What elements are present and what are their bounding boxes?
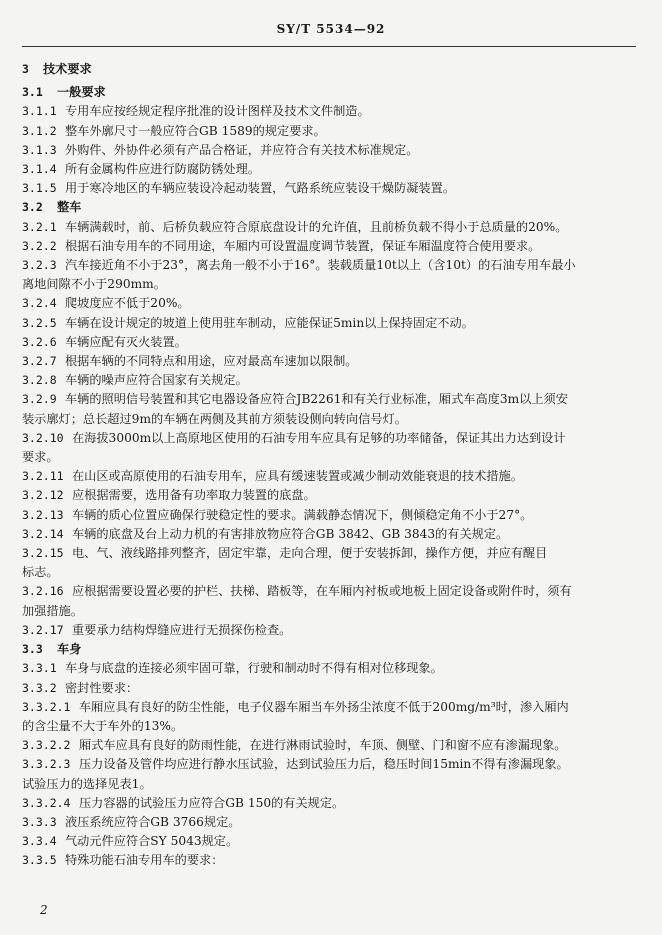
clause-number: 3.2.7 xyxy=(22,354,57,369)
clause-number: 3.3.2.4 xyxy=(22,795,71,810)
clause-line xyxy=(22,102,636,121)
clause-text: 车辆的质心位置应确保行驶稳定性的要求。满载静态情况下，侧倾稳定角不小于27°。 xyxy=(72,507,533,522)
clause-number: 3.1.3 xyxy=(22,142,57,157)
clause-continuation xyxy=(22,448,636,467)
clause-line xyxy=(22,640,636,659)
clause-line xyxy=(22,525,636,544)
clause-text: 爬坡度应不低于20%。 xyxy=(65,296,190,311)
clause-line xyxy=(22,679,636,698)
clause-line xyxy=(22,122,636,141)
clause-text: 压力设备及管件均应进行静水压试验，达到试验压力后，稳压时间15min不得有渗漏现象。 xyxy=(79,757,569,772)
standard-code-header: SY/T 5534—92 xyxy=(276,22,386,36)
clause-number: 3.3 xyxy=(22,642,43,657)
clause-text: 标志。 xyxy=(22,565,59,580)
clause-text: 外购件、外协件必须有产品合格证，并应符合有关技术标准规定。 xyxy=(65,142,419,157)
clause-text: 厢式车应具有良好的防雨性能，在进行淋雨试验时，车顶、侧壁、门和窗不应有渗漏现象。 xyxy=(79,738,567,753)
header-rule xyxy=(22,46,636,47)
clause-line xyxy=(22,333,636,352)
clause-line xyxy=(22,582,636,601)
clause-text: 整车外廓尺寸一般应符合GB 1589的规定要求。 xyxy=(65,123,326,138)
clause-continuation xyxy=(22,602,636,621)
clause-line xyxy=(22,256,636,275)
clause-text: 电、气、液线路排列整齐，固定牢靠，走向合理，便于安装拆卸，操作方便，并应有醒目 xyxy=(72,546,548,561)
clause-number: 3.2.3 xyxy=(22,258,57,273)
clause-text: 根据车辆的不同特点和用途，应对最高车速加以限制。 xyxy=(65,354,358,369)
clause-number: 3.2.12 xyxy=(22,488,64,503)
clause-line xyxy=(22,544,636,563)
clause-number: 3.3.5 xyxy=(22,853,57,868)
clause-number: 3.2 xyxy=(22,200,43,215)
clause-line xyxy=(22,851,636,870)
clause-line xyxy=(22,198,636,217)
clause-line xyxy=(22,506,636,525)
clause-number: 3.3.2.1 xyxy=(22,699,71,714)
clause-text: 压力容器的试验压力应符合GB 150的有关规定。 xyxy=(79,795,345,810)
clause-number: 3.3.2.3 xyxy=(22,757,71,772)
clause-line xyxy=(22,390,636,409)
clause-number: 3.1.2 xyxy=(22,123,57,138)
clause-number: 3.1 xyxy=(22,85,43,100)
clause-number: 3.1.4 xyxy=(22,162,57,177)
clause-number: 3.2.15 xyxy=(22,546,64,561)
clause-line xyxy=(22,486,636,505)
clause-text: 车辆的底盘及台上动力机的有害排放物应符合GB 3842、GB 3843的有关规定。 xyxy=(72,526,509,541)
clause-text: 车辆的照明信号装置和其它电器设备应符合JB2261和有关行业标准，厢式车高度3m以上须安 xyxy=(65,392,568,407)
clause-line xyxy=(22,813,636,832)
clause-line xyxy=(22,237,636,256)
clause-text: 车辆在设计规定的坡道上使用驻车制动，应能保证5min以上保持固定不动。 xyxy=(65,315,474,330)
clause-number: 3.3.2.2 xyxy=(22,738,71,753)
clause-continuation xyxy=(22,563,636,582)
clause-number: 3.2.4 xyxy=(22,296,57,311)
page-number: 2 xyxy=(40,903,48,917)
clause-text: 装示廓灯；总长超过9m的车辆在两侧及其前方须装设侧向转向信号灯。 xyxy=(22,411,407,426)
clause-line xyxy=(22,141,636,160)
clause-number: 3.3.1 xyxy=(22,661,57,676)
clause-line xyxy=(22,794,636,813)
clause-text: 车身 xyxy=(57,642,82,657)
clause-text: 的含尘量不大于车外的13%。 xyxy=(22,718,184,733)
clause-text: 在海拔3000m以上高原地区使用的石油专用车应具有足够的功率储备，保证其出力达到设计 xyxy=(72,430,566,445)
document-body xyxy=(22,60,636,871)
clause-line xyxy=(22,160,636,179)
clause-text: 车辆的噪声应符合国家有关规定。 xyxy=(65,373,248,388)
clause-text: 加强措施。 xyxy=(22,603,83,618)
clause-line xyxy=(22,621,636,640)
clause-text: 试验压力的选择见表1。 xyxy=(22,776,152,791)
clause-line xyxy=(22,429,636,448)
clause-text: 液压系统应符合GB 3766规定。 xyxy=(65,814,241,829)
clause-text: 特殊功能石油专用车的要求： xyxy=(65,853,224,868)
clause-text: 气动元件应符合SY 5043规定。 xyxy=(65,834,239,849)
clause-number: 3.2.13 xyxy=(22,507,64,522)
clause-line xyxy=(22,371,636,390)
clause-line xyxy=(22,83,636,102)
clause-line xyxy=(22,698,636,717)
clause-text: 技术要求 xyxy=(43,62,92,76)
clause-continuation xyxy=(22,717,636,736)
clause-number: 3.2.5 xyxy=(22,315,57,330)
clause-text: 车身与底盘的连接必须牢固可靠，行驶和制动时不得有相对位移现象。 xyxy=(65,661,443,676)
clause-number: 3.3.4 xyxy=(22,834,57,849)
clause-text: 要求。 xyxy=(22,450,59,465)
clause-line xyxy=(22,832,636,851)
clause-text: 密封性要求： xyxy=(65,680,139,695)
clause-text: 汽车接近角不小于23°，离去角一般不小于16°。装载质量10t以上（含10t）的石油专用车最小 xyxy=(65,258,576,273)
clause-number: 3.2.9 xyxy=(22,392,57,407)
clause-text: 一般要求 xyxy=(57,85,106,100)
clause-number: 3 xyxy=(22,62,29,76)
clause-number: 3.2.16 xyxy=(22,584,64,599)
clause-text: 在山区或高原使用的石油专用车，应具有缓速装置或减少制动效能衰退的技术措施。 xyxy=(72,469,523,484)
clause-text: 车辆满载时，前、后桥负载应符合原底盘设计的允许值，且前桥负载不得小于总质量的20%。 xyxy=(65,219,568,234)
clause-number: 3.2.8 xyxy=(22,373,57,388)
clause-number: 3.2.14 xyxy=(22,526,64,541)
clause-number: 3.2.11 xyxy=(22,469,64,484)
clause-continuation xyxy=(22,410,636,429)
clause-line xyxy=(22,736,636,755)
clause-text: 车辆应配有灭火装置。 xyxy=(65,334,187,349)
clause-number: 3.3.2 xyxy=(22,680,57,695)
clause-number: 3.2.2 xyxy=(22,238,57,253)
clause-line xyxy=(22,218,636,237)
clause-text: 车厢应具有良好的防尘性能，电子仪器车厢当车外扬尘浓度不低于200mg/m³时，渗入厢内 xyxy=(79,699,569,714)
clause-number: 3.2.17 xyxy=(22,622,64,637)
clause-line xyxy=(22,294,636,313)
clause-line xyxy=(22,659,636,678)
clause-text: 重要承力结构焊缝应进行无损探伤检查。 xyxy=(72,622,292,637)
clause-text: 应根据需要，选用备有功率取力装置的底盘。 xyxy=(72,488,316,503)
clause-number: 3.3.3 xyxy=(22,814,57,829)
clause-number: 3.2.1 xyxy=(22,219,57,234)
clause-text: 专用车应按经规定程序批准的设计图样及技术文件制造。 xyxy=(65,104,370,119)
clause-number: 3.2.10 xyxy=(22,430,64,445)
clause-number: 3.1.1 xyxy=(22,104,57,119)
clause-number: 3.2.6 xyxy=(22,334,57,349)
clause-line xyxy=(22,755,636,774)
clause-text: 根据石油专用车的不同用途，车厢内可设置温度调节装置，保证车厢温度符合使用要求。 xyxy=(65,238,541,253)
clause-text: 离地间隙不小于290mm。 xyxy=(22,277,166,292)
clause-line xyxy=(22,179,636,198)
clause-line xyxy=(22,314,636,333)
clause-text: 用于寒冷地区的车辆应装设冷起动装置，气路系统应装设干燥防凝装置。 xyxy=(65,181,455,196)
clause-text: 所有金属构件应进行防腐防锈处理。 xyxy=(65,162,260,177)
clause-continuation xyxy=(22,275,636,294)
clause-line xyxy=(22,467,636,486)
clause-continuation xyxy=(22,775,636,794)
clause-line xyxy=(22,60,636,79)
clause-number: 3.1.5 xyxy=(22,181,57,196)
clause-line xyxy=(22,352,636,371)
clause-text: 整车 xyxy=(57,200,82,215)
clause-text: 应根据需要设置必要的护栏、扶梯、踏板等，在车厢内衬板或地板上固定设备或附件时，须有 xyxy=(72,584,572,599)
